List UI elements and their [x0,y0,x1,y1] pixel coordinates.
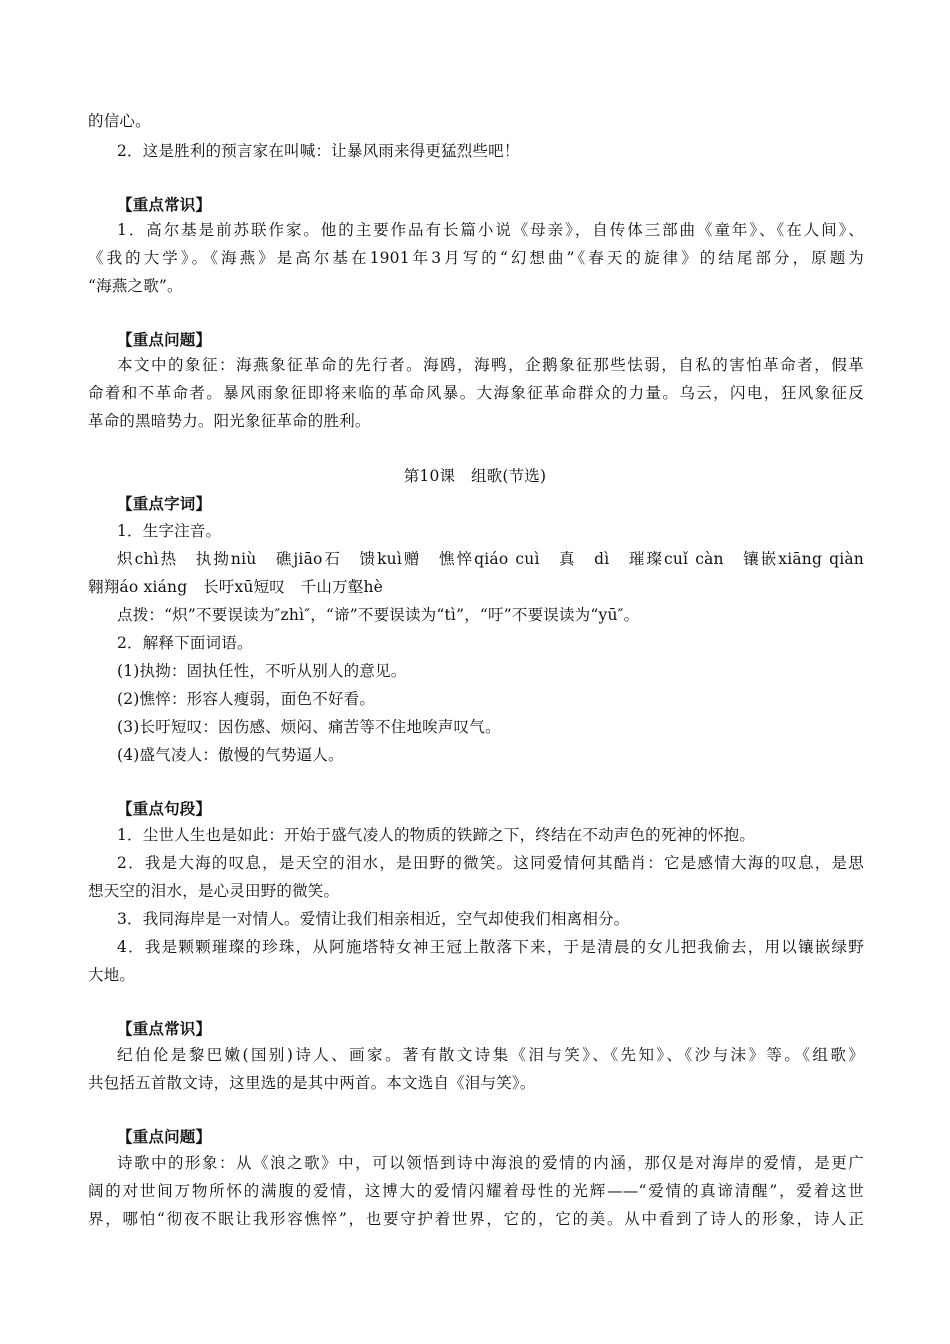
text-line: 界，哪怕“彻夜不眠让我形容憔悴”，也要守护着世界，它的，它的美。从中看到了诗人的形象，诗人正 [88,1210,864,1228]
text-line: 革命的黑暗势力。阳光象征革命的胜利。 [88,412,371,430]
text-line: (1)执拗：固执任性，不听从别人的意见。 [117,662,407,680]
text-line: 3．我同海岸是一对情人。爱情让我们相亲相近，空气却使我们相离相分。 [117,910,630,928]
text-line: “海燕之歌”。 [88,277,183,295]
text-line: 2．我是大海的叹息，是天空的泪水，是田野的微笑。这同爱情何其酷肖：它是感情大海的叹息，是思 [117,854,864,872]
text-line: (3)长吁短叹：因伤感、烦闷、痛苦等不住地唉声叹气。 [117,718,501,736]
text-line: 共包括五首散文诗，这里选的是其中两首。本文选自《泪与笑》。 [88,1074,536,1092]
text-line: (2)憔悴：形容人瘦弱，面色不好看。 [117,690,376,708]
text-line: 本文中的象征：海燕象征革命的先行者。海鸥，海鸭，企鹅象征那些怯弱，自私的害怕革命者，假革 [117,356,864,374]
section-heading: 【重点问题】 [117,330,212,349]
section-heading: 【重点常识】 [117,1019,212,1038]
text-line: (4)盛气凌人：傲慢的气势逼人。 [117,746,344,764]
section-heading: 【重点常识】 [117,195,212,214]
section-heading: 【重点句段】 [117,799,212,818]
text-line: 2．解释下面词语。 [117,634,253,652]
text-line: 阔的对世间万物所怀的满腹的爱情，这博大的爱情闪耀着母性的光辉——“爱情的真谛清醒”，爱着这世 [88,1182,864,1200]
section-heading: 【重点字词】 [117,494,212,513]
text-line: 炽chì热 执拗niù 礁jiāo石 馈kuì赠 憔悴qiáo cuì 真 dì 璀璨cuǐ càn 镶嵌xiāng qiàn [117,550,864,568]
text-line: 1．生字注音。 [117,522,222,540]
section-heading: 【重点问题】 [117,1127,212,1146]
lesson-title: 第10课 组歌(节选) [403,467,547,485]
text-line: 2．这是胜利的预言家在叫喊：让暴风雨来得更猛烈些吧！ [117,142,520,160]
text-line: 4．我是颗颗璀璨的珍珠，从阿施塔特女神王冠上散落下来，于是清晨的女儿把我偷去，用以镶嵌绿野 [117,938,864,956]
text-line: 命着和不革命者。暴风雨象征即将来临的革命风暴。大海象征革命群众的力量。乌云，闪电，狂风象征反 [88,384,864,402]
text-line: 《我的大学》。《海燕》是高尔基在1901年3月写的“幻想曲”《春天的旋律》的结尾部分，原题为 [88,249,864,267]
text-line: 点拨：“炽”不要误读为″zhì″，“谛”不要误读为“tì”，“吁”不要误读为“yū″。 [117,606,640,624]
text-line: 大地。 [88,966,136,984]
text-line: 想天空的泪水，是心灵田野的微笑。 [88,882,340,900]
text-line: 诗歌中的形象：从《浪之歌》中，可以领悟到诗中海浪的爱情的内涵，那仅是对海岸的爱情，是更广 [117,1154,864,1172]
text-line: 1．尘世人生也是如此：开始于盛气凌人的物质的铁蹄之下，终结在不动声色的死神的怀抱。 [117,826,756,844]
text-line: 1．高尔基是前苏联作家。他的主要作品有长篇小说《母亲》，自传体三部曲《童年》、《在人间》、 [117,221,864,239]
text-line: 的信心。 [88,112,151,130]
text-line: 纪伯伦是黎巴嫩(国别)诗人、画家。著有散文诗集《泪与笑》、《先知》、《沙与沫》等。《组歌》 [117,1046,864,1064]
text-line: 翱翔áo xiáng 长吁xū短叹 千山万壑hè [88,578,384,596]
